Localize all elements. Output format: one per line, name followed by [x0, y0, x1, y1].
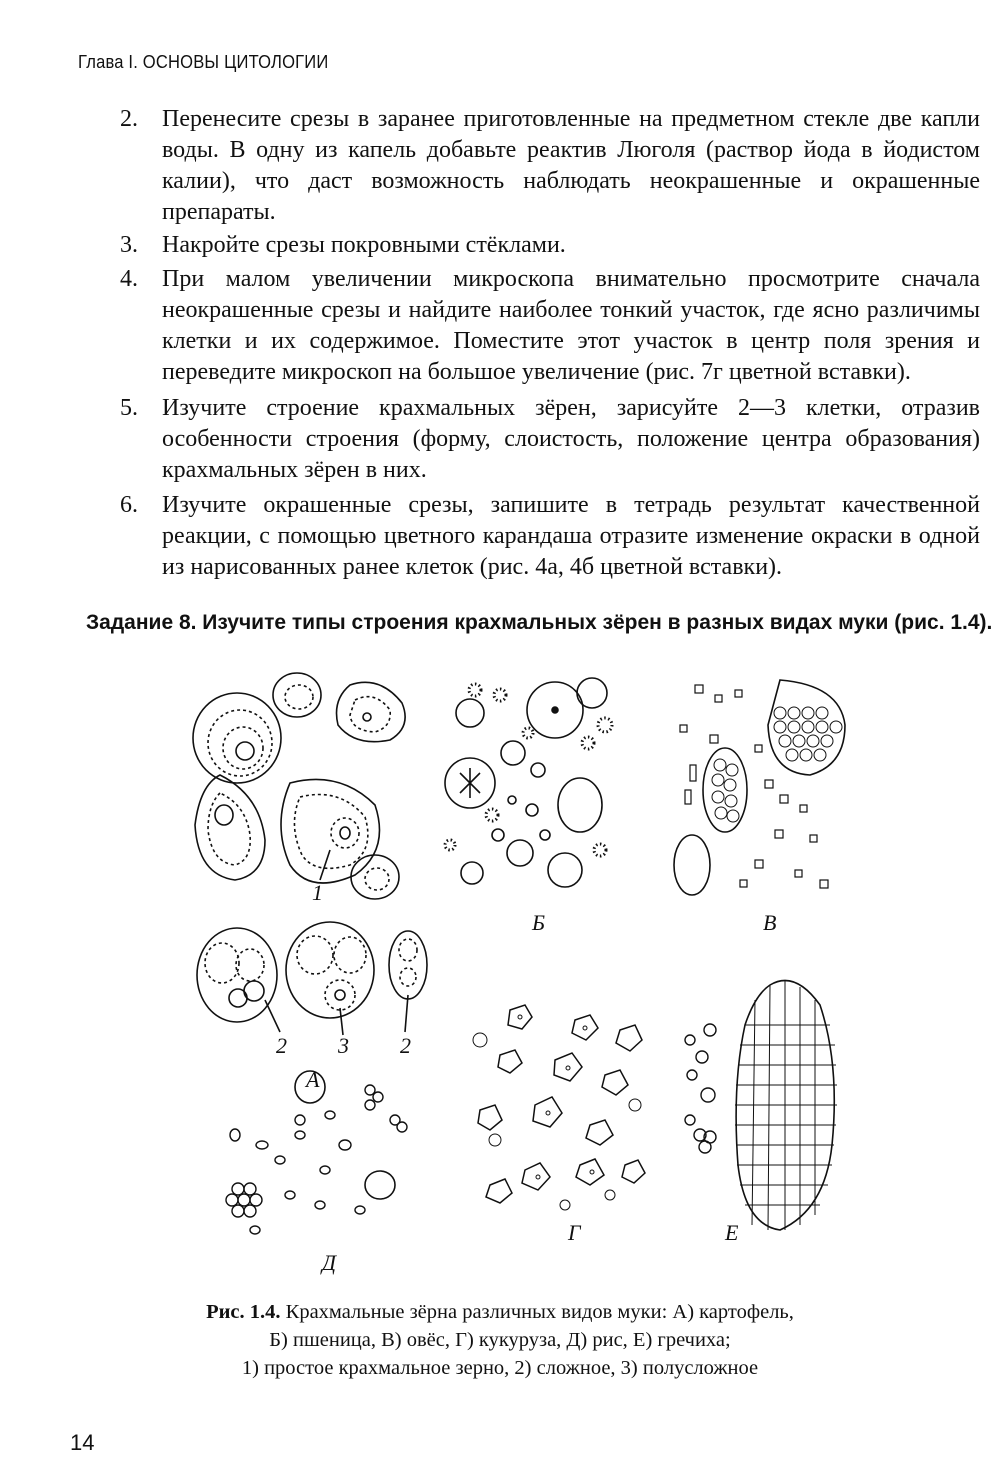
panel-d-drawing — [226, 1071, 407, 1234]
list-item — [120, 393, 980, 486]
running-head: Глава I. ОСНОВЫ ЦИТОЛОГИИ — [78, 52, 329, 72]
part-label-2: 2 — [276, 1033, 287, 1058]
list-item — [120, 264, 980, 388]
list-item — [120, 230, 980, 261]
panel-label-g: Г — [568, 1220, 581, 1245]
panel-b-drawing — [445, 678, 612, 887]
panel-label-d: Д — [322, 1250, 336, 1275]
step-number: 3. — [120, 232, 138, 258]
caption-line-1: Крахмальные зёрна различных видов муки: А) картофель, — [285, 1301, 794, 1323]
part-label-2b: 2 — [400, 1033, 411, 1058]
part-label-3: 3 — [338, 1033, 349, 1058]
step-number: 5. — [120, 395, 138, 421]
step-text: Перенесите срезы в заранее приготовленные на предметном стекле две капли воды. В одну из капель добавьте реактив Люголя (раствор йода в йодистом калии), что даст возможность наблюдать неокрашенные и окрашенные препараты. — [162, 106, 980, 225]
panel-e-drawing — [685, 980, 837, 1230]
panel-v-drawing — [674, 680, 845, 895]
caption-line-3: 1) простое крахмальное зерно, 2) сложное, 3) полусложное — [241, 1357, 759, 1379]
step-text: Изучите окрашенные срезы, запишите в тетрадь результат качественной реакции, с помощью цветного карандаша отразите изменение окраски в одной из нарисованных ранее клеток (рис. 4а, 4б цветной вставки). — [162, 492, 980, 580]
step-text: Изучите строение крахмальных зёрен, зарисуйте 2—3 клетки, отразив особенности строения (форму, слоистость, положение центра образования) крахмальных зёрен в них. — [162, 395, 980, 483]
step-text: При малом увеличении микроскопа внимательно просмотрите сначала неокрашенные срезы и найдите наиболее тонкий участок, где ясно различимы клетки и их содержимое. Поместите этот участок в центр поля зрения и переведите микроскоп на большое увеличение (рис. 7г цветной вставки). — [162, 266, 980, 385]
caption-line-2: Б) пшеница, В) овёс, Г) кукуруза, Д) рис, Е) гречиха; — [269, 1329, 731, 1351]
step-number: 4. — [120, 266, 138, 292]
part-label-1: 1 — [312, 880, 323, 905]
step-number: 2. — [120, 106, 138, 132]
list-item — [120, 490, 980, 583]
list-item — [120, 104, 980, 228]
step-text: Накройте срезы покровными стёклами. — [162, 232, 566, 258]
panel-label-v: В — [763, 910, 777, 935]
panel-a-drawing — [193, 673, 427, 1035]
figure-illustration — [180, 665, 860, 1290]
task-heading: Задание 8. Изучите типы строения крахмальных зёрен в разных видах муки (рис. 1.4). — [86, 611, 993, 634]
panel-g-drawing — [473, 1005, 645, 1210]
panel-label-a: А — [306, 1067, 320, 1092]
figure-caption — [150, 1298, 850, 1382]
panel-label-b: Б — [532, 910, 545, 935]
starch-grains-figure — [180, 665, 860, 1290]
page-number: 14 — [70, 1430, 95, 1455]
instruction-list — [120, 104, 980, 583]
step-number: 6. — [120, 492, 138, 518]
caption-ref: Рис. 1.4. — [206, 1301, 281, 1323]
panel-label-e: Е — [725, 1220, 739, 1245]
